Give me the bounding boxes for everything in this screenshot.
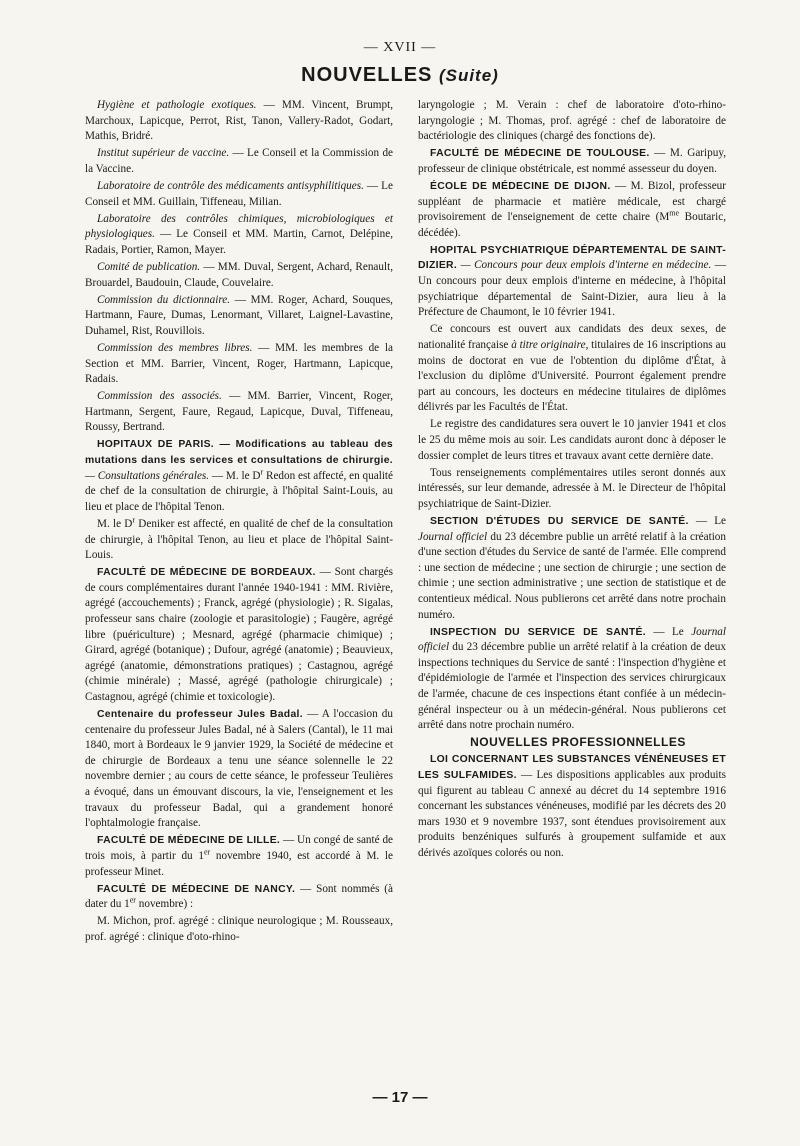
entry-text: — Le — [688, 514, 726, 527]
entry-text: — M. Garipuy, professeur de clinique obstétricale, est nommé assesseur du doyen. — [418, 147, 726, 175]
superscript: me — [669, 208, 680, 218]
paragraph — [418, 179, 726, 241]
entry-text: Ce concours est ouvert aux candidats des deux sexes, de nationalité française — [418, 323, 726, 351]
paragraph — [85, 389, 393, 436]
entry-text: M. le D — [97, 517, 133, 530]
left-column — [85, 98, 393, 947]
right-column — [418, 98, 726, 863]
title-text: NOUVELLES — [301, 64, 433, 86]
paragraph — [85, 212, 393, 259]
entry-text: — Le Conseil et MM. Martin, Carnot, Delépine, Radais, Portier, Ramon, Mayer. — [85, 228, 393, 256]
paragraph — [85, 517, 393, 564]
entry-text: Redon est affecté, en qualité de chef de la consultation de chirurgie, à l'hôpital Saint-Louis, au lieu et place de l'hôpital Tenon. — [85, 469, 393, 513]
paragraph — [418, 466, 726, 513]
entry-label: — Consultations générales. — [85, 469, 210, 482]
entry-text: — Un concours pour deux emplois d'interne en médecine, à l'hôpital psychiatrique départemental de Saint-Dizier, aura lieu à la Préfecture de Chaumont, le 10 février 1941. — [418, 259, 726, 319]
entry-text: — MM. Duval, Sergent, Achard, Renault, Brouardel, Baudouin, Claude, Couvelaire. — [85, 260, 393, 289]
section-heading: LOI CONCERNANT LES SUBSTANCES VÉNÉNEUSES ET LES SULFAMIDES. — [418, 754, 726, 781]
entry-text: — MM. Vincent, Brumpt, Marchoux, Lapicque, Perrot, Rist, Tanon, Vallery-Radot, Godart, Mathis, Bridré. — [85, 99, 393, 143]
entry-emphasis: à titre originaire — [511, 338, 586, 351]
page-title — [0, 64, 800, 87]
entry-text: — Les dispositions applicables aux produits qui figurent au tableau C annexé au décret du 14 septembre 1916 concernant les substances vénéneuses, modifié par les décrets des 20 mars 1930 et 9 novembre 1937, sont étendues provisoirement aux produits benzéniques sulfurés à groupement sulfamide et aux dérivés azoïques colorés ou non. — [418, 768, 727, 859]
entry-text: — Un congé de santé de trois mois, à partir du 1 — [85, 834, 393, 862]
entry-text: M. Michon, prof. agrégé : clinique neurologique ; M. Rousseaux, prof. agrégé : clinique d'oto-rhino- — [85, 915, 393, 943]
entry-emphasis: Journal officiel — [418, 530, 488, 543]
paragraph — [418, 322, 726, 416]
paragraph — [418, 98, 726, 145]
entry-text: du 23 décembre publie un arrêté relatif à la création de deux inspections techniques du Service de santé : l'inspection d'hygiène et d'épidémiologie de l'armée et l'inspection des services chirurgicaux de l'armée, chacune de ces inspections étant confiée à un médecin-général inspecteur ou à un médecin-général. Nous publierons cet arrêté dans notre prochain numéro. — [418, 641, 726, 732]
section-heading: Centenaire du professeur Jules Badal. — [97, 709, 303, 721]
entry-text: — MM. les membres de la Section et MM. Barrier, Vincent, Roger, Hartmann, Lapicque, Radais. — [85, 341, 393, 386]
paragraph — [85, 437, 393, 515]
entry-label: Laboratoire de contrôle des médicaments antisyphilitiques. — [97, 179, 364, 192]
paragraph — [85, 882, 393, 913]
paragraph — [418, 625, 726, 734]
entry-label: Commission des associés. — [97, 390, 222, 403]
section-heading: ÉCOLE DE MÉDECINE DE DIJON. — [430, 180, 611, 192]
paragraph — [418, 417, 726, 464]
entry-text: — MM. Roger, Achard, Souques, Hartmann, Faure, Dumas, Lenormant, Villaret, Laignel-Lavastine, Duhamel, Rist, Rouvillois. — [85, 293, 393, 337]
entry-text: Tous renseignements complémentaires utiles seront donnés aux intéressés, sur leur demande, adressée à M. le Directeur de l'hôpital psychiatrique de Saint-Dizier. — [418, 466, 726, 510]
entry-text: — Le — [645, 625, 692, 638]
section-heading: HOPITAUX DE PARIS. — Modifications au tableau des mutations dans les services et consultations de chirurgie. — [85, 439, 393, 467]
paragraph — [418, 243, 726, 321]
entry-label: Commission des membres libres. — [97, 341, 253, 354]
entry-text: du 23 décembre publie un arrêté relatif à la création d'une section d'études du Service de santé de l'armée. Elle comprend : une section de médecine ; une section de chirurgie ; une section de chimie ; une section administrative ; une section de statistique et de contentieux médical. Nous publierons cet arrêté dans notre prochain numéro. — [418, 530, 726, 621]
entry-text: laryngologie ; M. Verain : chef de laboratoire d'oto-rhino-laryngologie ; M. Thomas, prof. agrégé : chef de laboratoire de bactériologie des cliniques (chargé des fonctions de). — [418, 99, 726, 143]
entry-label: Comité de publication. — [97, 260, 201, 273]
entry-label: — Concours pour deux emplois d'interne en médecine. — [457, 259, 712, 272]
entry-text: — A l'occasion du centenaire du professeur Jules Badal, né à Salers (Cantal), le 11 mai 1840, mort à Bordeaux le 9 janvier 1929, la Société de médecine et de chirurgie de Bordeaux a tenu une séance solennelle le 22 novembre dernier ; au cours de cette séance, le professeur Teulières a évoqué, dans un émouvant discours, la vie, l'enseignement et les travaux du professeur Badal, qui a grandement honoré l'ophtalmologie française. — [85, 708, 393, 830]
superscript: r — [260, 466, 264, 476]
paragraph — [85, 914, 393, 945]
section-heading: FACULTÉ DE MÉDECINE DE BORDEAUX. — [97, 567, 316, 579]
superscript: r — [132, 515, 136, 525]
roman-page-number: — XVII — — [363, 40, 437, 55]
entry-text: , titulaires de 16 inscriptions au moins de doctorat en vue de l'obtention du diplôme d'État, à l'exclusion du diplôme d'Université. Pourront également prendre part au concours, les docteurs en médecine titulaires de diplômes délivrés par les Facultés de l'État. — [418, 338, 727, 414]
entry-label: Commission du dictionnaire. — [97, 293, 231, 306]
page-number: — 17 — — [372, 1089, 428, 1106]
section-title-professional-news: NOUVELLES PROFESSIONNELLES — [470, 735, 686, 750]
paragraph — [85, 341, 393, 388]
paragraph — [85, 833, 393, 880]
entry-text: — MM. Barrier, Vincent, Roger, Hartmann, Sergent, Faure, Regaud, Lapicque, Duval, Tiffeneau, Roussy, Bertrand. — [85, 390, 393, 434]
entry-label: Laboratoire des contrôles chimiques, microbiologiques et physiologiques. — [85, 212, 393, 241]
section-heading: SECTION D'ÉTUDES DU SERVICE DE SANTÉ. — [430, 515, 689, 527]
entry-text: novembre) : — [135, 898, 194, 911]
entry-label: Institut supérieur de vaccine. — [97, 147, 230, 160]
entry-text: — Sont chargés de cours complémentaires durant l'année 1940-1941 : MM. Rivière, agrégé (accouchements) ; Franck, agrégé (physiologie) ; R. Sigalas, professeur sans chaire (zoologie et parasitologie) ; Faugère, agrégé libre (puériculture) ; Mesnard, agrégé (pharmacie chimique) ; Girard, agrégé (botanique) ; Dufour, agrégé (anatomie) ; Beauvieux, agrégé (anatomie, démonstrations pratiques) ; Castagnou, agrégé (chimie minérale) ; Massé, agrégé (pathologie chirurgicale) ; Castagnou, agrégé (chimie et toxicologie). — [85, 566, 393, 703]
section-heading: FACULTÉ DE MÉDECINE DE TOULOUSE. — [430, 148, 650, 160]
entry-emphasis: Journal officiel — [418, 625, 726, 654]
paragraph — [85, 179, 393, 210]
paragraph — [85, 260, 393, 291]
superscript: er — [203, 847, 211, 857]
section-heading: FACULTÉ DE MÉDECINE DE LILLE. — [97, 835, 281, 847]
title-suffix: (Suite) — [438, 66, 499, 85]
paragraph — [85, 707, 393, 832]
entry-text: novembre 1940, est accordé à M. le professeur Minet. — [85, 849, 393, 878]
paragraph — [85, 98, 393, 145]
entry-label: Hygiène et pathologie exotiques. — [97, 99, 257, 111]
entry-text: — Le Conseil et MM. Guillain, Tiffeneau, Milian. — [85, 179, 393, 208]
entry-text: — Sont nommés (à dater du 1 — [85, 882, 393, 911]
entry-text: — M. Bizol, professeur suppléant de pharmacie et matière médicale, est chargé provisoirement de l'enseignement de cette chaire (M — [418, 179, 726, 224]
entry-text: Deniker est affecté, en qualité de chef de la consultation de chirurgie, à l'hôpital Tenon, au lieu et place de l'hôpital Saint-Louis. — [85, 517, 393, 562]
entry-text: — M. le D — [209, 469, 261, 482]
paragraph — [418, 146, 726, 177]
paragraph — [418, 752, 726, 861]
entry-text: — Le Conseil et la Commission de la Vaccine. — [85, 147, 393, 175]
paragraph — [85, 146, 393, 177]
entry-text: Le registre des candidatures sera ouvert le 10 janvier 1941 et clos le 25 du même mois au soir. Les candidats auront donc à déposer le dossier complet de leurs titres et travaux avant cette dernière date. — [418, 418, 726, 462]
section-heading: HOPITAL PSYCHIATRIQUE DÉPARTEMENTAL DE SAINT-DIZIER. — [418, 244, 726, 272]
paragraph — [85, 565, 393, 705]
paragraph — [85, 293, 393, 340]
entry-text: Boutaric, décédée). — [418, 211, 726, 239]
superscript: er — [129, 895, 136, 905]
paragraph — [418, 514, 726, 623]
section-heading: INSPECTION DU SERVICE DE SANTÉ. — [430, 626, 646, 638]
section-heading: FACULTÉ DE MÉDECINE DE NANCY. — [97, 883, 296, 895]
